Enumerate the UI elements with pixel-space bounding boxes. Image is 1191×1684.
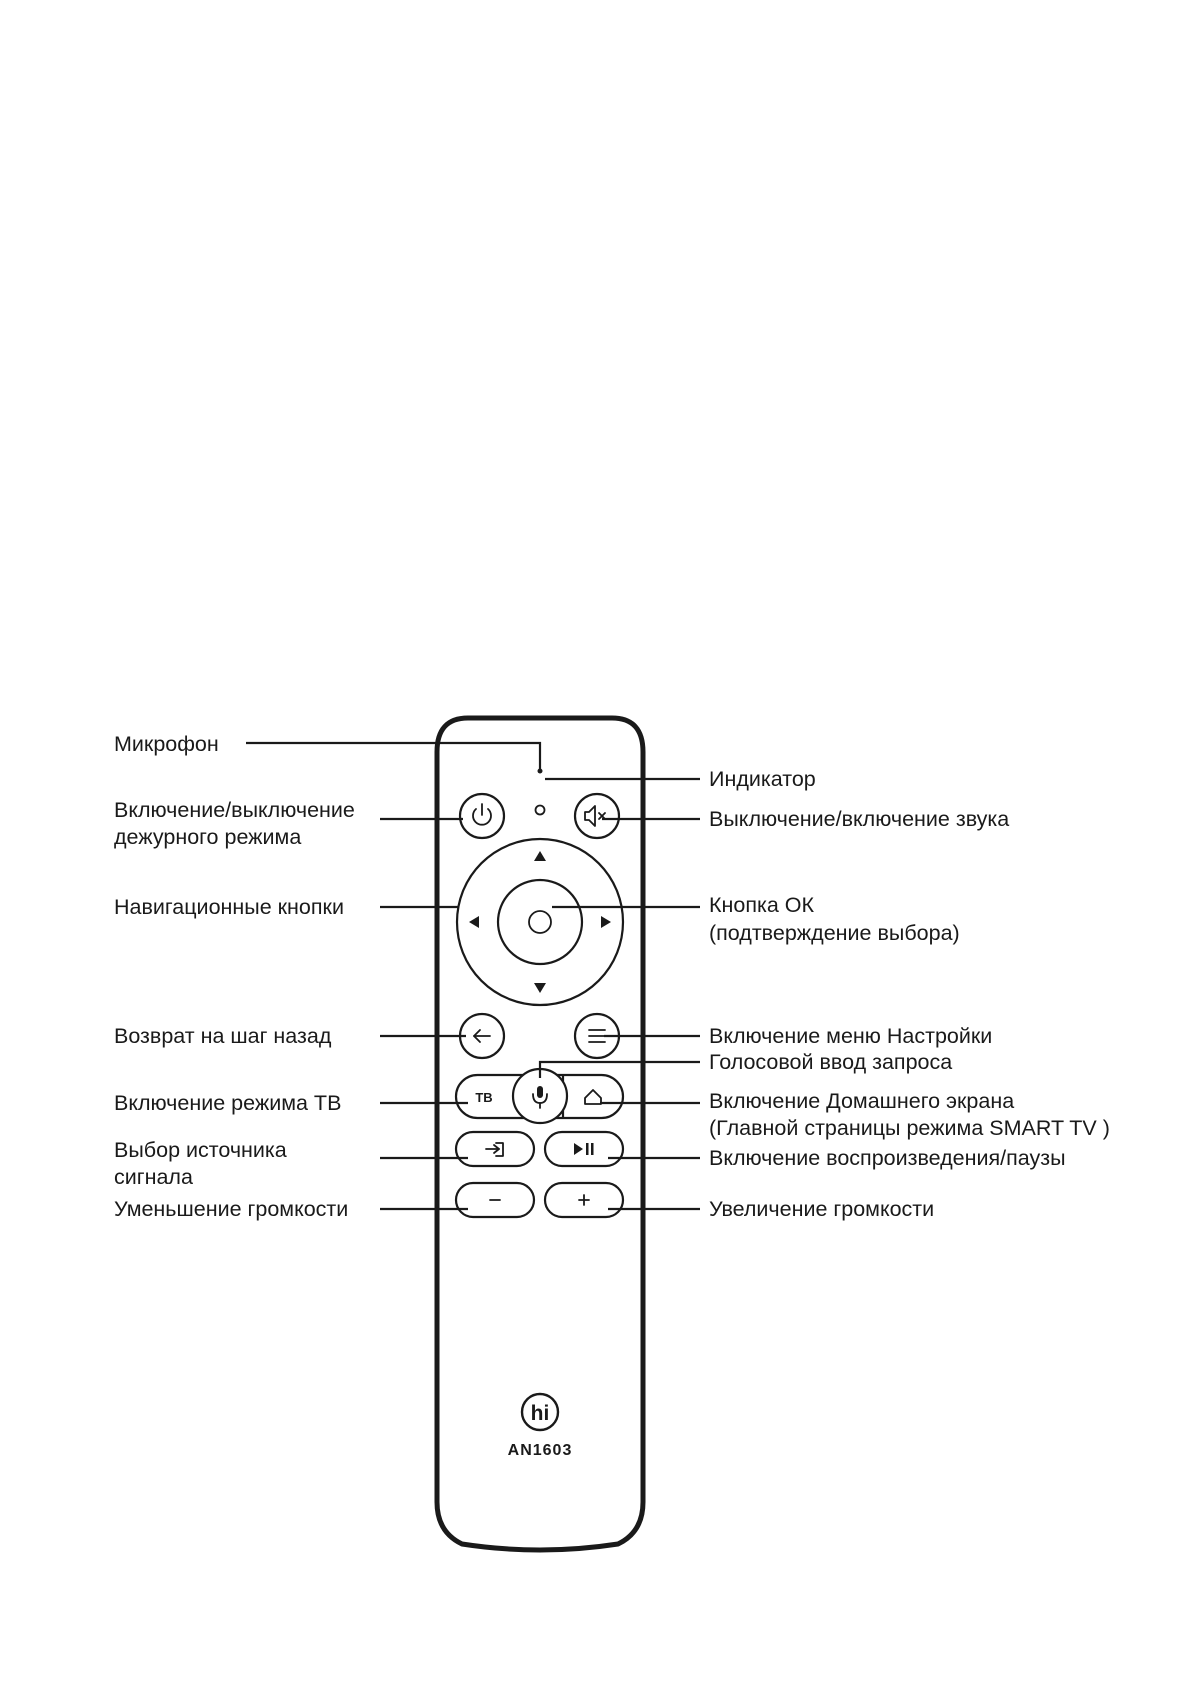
label-power-line2: дежурного режима (114, 825, 302, 849)
microphone-hole (538, 769, 543, 774)
volume-up-button[interactable] (545, 1183, 623, 1217)
label-volume-up: Увеличение громкости (709, 1197, 935, 1221)
power-button[interactable] (460, 794, 504, 838)
ok-button[interactable] (498, 880, 582, 964)
label-home-line2: (Главной страницы режима SMART TV ) (709, 1116, 1110, 1140)
label-home-line1: Включение Домашнего экрана (709, 1089, 1015, 1113)
label-voice: Голосовой ввод запроса (709, 1050, 953, 1074)
label-power-line1: Включение/выключение (114, 798, 355, 822)
label-ok-line2: (подтверждение выбора) (709, 921, 960, 945)
volume-down-button[interactable] (456, 1183, 534, 1217)
label-mute: Выключение/включение звука (709, 807, 1010, 831)
label-indicator: Индикатор (709, 767, 816, 791)
tv-button-label: ТВ (475, 1090, 493, 1105)
label-source-line2: сигнала (114, 1165, 193, 1189)
label-volume-down: Уменьшение громкости (114, 1197, 349, 1221)
logo-text: hi (530, 1402, 550, 1425)
label-play-pause: Включение воспроизведения/паузы (709, 1146, 1066, 1170)
mute-button[interactable] (575, 794, 619, 838)
label-source-line1: Выбор источника (114, 1138, 287, 1162)
source-button[interactable] (456, 1132, 534, 1166)
label-tv-mode: Включение режима ТВ (114, 1091, 342, 1115)
label-microphone: Микрофон (114, 732, 219, 756)
back-button[interactable] (460, 1014, 504, 1058)
tv-mode-button[interactable] (475, 1090, 492, 1105)
label-settings: Включение меню Настройки (709, 1024, 993, 1048)
label-back: Возврат на шаг назад (114, 1024, 332, 1048)
label-navigation: Навигационные кнопки (114, 895, 344, 919)
model-number: AN1603 (507, 1442, 573, 1459)
label-ok-line1: Кнопка ОК (709, 893, 815, 917)
brand-logo (522, 1394, 558, 1430)
indicator-led (536, 806, 545, 815)
play-pause-button[interactable] (545, 1132, 623, 1166)
